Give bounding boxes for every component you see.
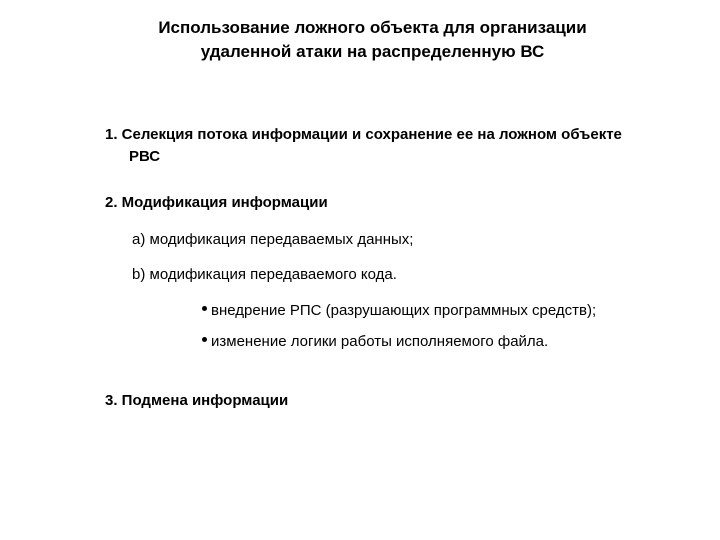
bullet-item-2-text: изменение логики работы исполняемого файла. [211,333,549,350]
bullet-icon [202,306,207,311]
bullet-item-2 [202,332,548,352]
bullet-icon [202,337,207,342]
list-item-1 [105,124,685,168]
bullet-item-1 [202,301,596,321]
list-item-1-line-1: 1. Селекция потока информации и сохранение ее на ложном объекте [105,126,622,143]
sub-item-a: a) модификация передаваемых данных; [132,231,414,248]
slide-title [40,16,705,64]
list-item-2: 2. Модификация информации [105,194,328,211]
list-item-3: 3. Подмена информации [105,392,289,409]
list-item-1-line-2: РВС [129,148,161,165]
slide-title-line-1: Использование ложного объекта для организации [158,18,587,37]
sub-item-b: b) модификация передаваемого кода. [132,266,397,283]
bullet-item-1-text: внедрение РПС (разрушающих программных средств); [211,302,597,319]
slide-title-line-2: удаленной атаки на распределенную ВС [200,42,545,61]
